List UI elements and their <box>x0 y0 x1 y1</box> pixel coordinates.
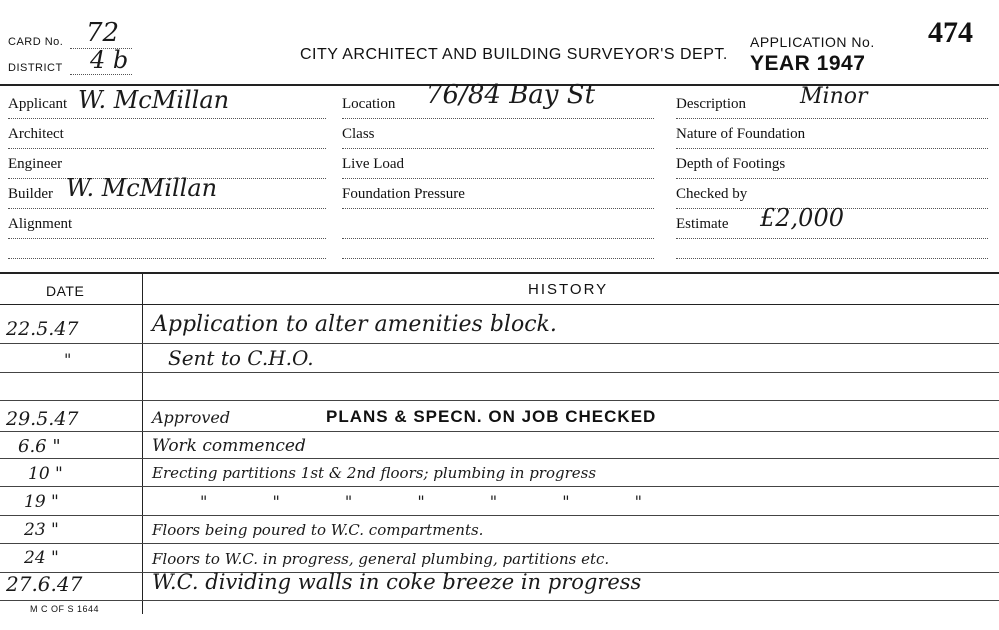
foundation-pressure-label: Foundation Pressure <box>342 186 465 202</box>
history-entry: Floors being poured to W.C. compartments. <box>152 521 484 539</box>
application-no-value: 474 <box>928 16 973 49</box>
history-entry: Work commenced <box>152 436 306 456</box>
history-date: 29.5.47 <box>6 408 79 430</box>
depth-of-footings-label: Depth of Footings <box>676 156 786 172</box>
department-title: CITY ARCHITECT AND BUILDING SURVEYOR'S DEPT. <box>300 46 728 63</box>
history-entry: Application to alter amenities block. <box>152 312 557 337</box>
builder-label: Builder <box>8 186 53 202</box>
nature-of-foundation-label: Nature of Foundation <box>676 126 806 142</box>
history-entry: W.C. dividing walls in coke breeze in progress <box>152 570 642 594</box>
location-label: Location <box>342 96 396 112</box>
builder-value: W. McMillan <box>66 174 218 202</box>
alignment-label: Alignment <box>8 216 73 232</box>
history-date: 10 " <box>28 464 63 484</box>
history-entry: Sent to C.H.O. <box>168 346 314 370</box>
estimate-value: £2,000 <box>760 204 844 232</box>
architect-label: Architect <box>8 126 64 142</box>
card-no-label: CARD No. <box>8 36 64 48</box>
print-code: M C OF S 1644 <box>30 604 100 614</box>
checked-by-label: Checked by <box>676 186 748 202</box>
live-load-label: Live Load <box>342 156 405 172</box>
history-date: 27.6.47 <box>6 572 83 596</box>
history-entry: " " " " " " " <box>200 492 673 511</box>
district-value: 4 b <box>90 46 129 74</box>
applicant-value: W. McMillan <box>78 86 230 114</box>
history-date: 6.6 " <box>18 436 61 457</box>
history-date: " <box>64 350 72 369</box>
application-no-label: APPLICATION No. <box>750 34 875 50</box>
history-date: 23 " <box>24 520 59 540</box>
history-date: 19 " <box>24 492 59 512</box>
description-value: Minor <box>800 84 868 109</box>
card-no-value: 72 <box>86 18 120 48</box>
date-header: DATE <box>46 283 85 299</box>
history-date: 24 " <box>24 548 59 568</box>
history-date: 22.5.47 <box>6 318 79 340</box>
year-label: YEAR 1947 <box>750 52 866 75</box>
history-entry: Floors to W.C. in progress, general plumbing, partitions etc. <box>152 550 610 568</box>
applicant-label: Applicant <box>8 96 68 112</box>
history-entry: Approved <box>152 408 231 427</box>
estimate-label: Estimate <box>676 216 729 232</box>
location-value: 76/84 Bay St <box>426 80 596 110</box>
history-header: HISTORY <box>528 281 609 298</box>
checked-stamp: PLANS & SPECN. ON JOB CHECKED <box>326 407 657 426</box>
class-label: Class <box>342 126 375 142</box>
district-label: DISTRICT <box>8 62 63 74</box>
history-entry: Erecting partitions 1st & 2nd floors; plumbing in progress <box>152 464 597 482</box>
description-label: Description <box>676 96 746 112</box>
engineer-label: Engineer <box>8 156 63 172</box>
